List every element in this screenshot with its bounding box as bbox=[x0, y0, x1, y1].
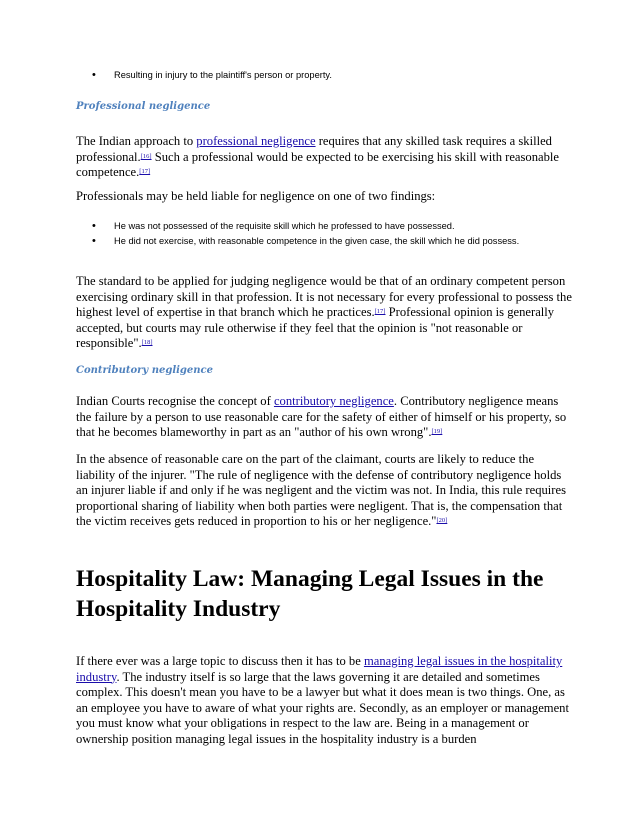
professional-paragraph-1 bbox=[76, 134, 576, 181]
text-run: In the absence of reasonable care on the part of the claimant, courts are likely to reduce the liability of the injurer. "The rule of negligence with the defense of contributory negligence holds an injurer liable if and only if he was negligent and the victim was not. In India, this rule requires proportional sharing of liability when both parties were negligent. That is, the compensation that the victim receives gets reduced in proportion to his or her negligence." bbox=[76, 452, 566, 528]
citation-18 bbox=[142, 339, 153, 346]
text-run: The Indian approach to bbox=[76, 134, 197, 148]
text-run: Professional opinion is generally accepted, but courts may rule otherwise if they feel that the opinion is "not reasonable or responsible". bbox=[76, 305, 555, 350]
citation-link[interactable]: [20] bbox=[436, 517, 448, 524]
text-run: If there ever was a large topic to discuss then it has to be bbox=[76, 654, 364, 668]
citation-link[interactable]: [16] bbox=[140, 152, 152, 160]
contributory-paragraph-2 bbox=[76, 452, 576, 530]
article-paragraph-1 bbox=[76, 654, 576, 747]
section-heading-professional: Professional negligence bbox=[76, 101, 211, 112]
text-run: Such a professional would be expected to be exercising his skill with reasonable competence. bbox=[76, 149, 559, 179]
list-item: • Resulting in injury to the plaintiff's person or property. bbox=[76, 68, 576, 83]
citation-17 bbox=[375, 308, 386, 315]
text-run: requires that any skilled task requires a skilled professional. bbox=[76, 134, 552, 164]
text-run: Indian Courts recognise the concept of bbox=[76, 394, 274, 408]
citation-link[interactable]: [17] bbox=[139, 168, 151, 175]
text-run: The standard to be applied for judging negligence would be that of an ordinary competent person exercising ordinary skill in that profession. It is not necessary for every professional to possess the highest level of expertise in that branch which he practices. bbox=[76, 274, 572, 319]
contributory-paragraph-1 bbox=[76, 394, 576, 441]
text-run: . Contributory negligence means the failure by a person to use reasonable care for the safety of either of himself or his property, so that he becomes blameworthy in part as an "author of his own wrong". bbox=[76, 394, 567, 439]
top-bullet-list bbox=[76, 68, 576, 83]
text-run: . The industry itself is so large that the laws governing it are detailed and sometimes complex. This doesn't mean you have to be a lawyer but what it does mean is two things. One, as an employee you have to aware of what your rights are. Secondly, as an employer or management you must know what your obligations in respect to the law are. Being in a management or ownership position managing legal issues in the hospitality industry is a burden bbox=[76, 669, 569, 746]
professional-negligence-link[interactable]: professional negligence bbox=[196, 134, 316, 148]
citation-link[interactable]: [18] bbox=[141, 339, 153, 346]
citation-16 bbox=[141, 153, 152, 160]
professional-paragraph-2: Professionals may be held liable for negligence on one of two findings: bbox=[76, 189, 436, 203]
list-item: • He did not exercise, with reasonable competence in the given case, the skill which he did possess. bbox=[76, 234, 576, 249]
citation-link[interactable]: [17] bbox=[374, 308, 386, 315]
citation-link[interactable]: [19] bbox=[431, 428, 443, 435]
professional-paragraph-3 bbox=[76, 274, 576, 352]
citation-19 bbox=[431, 428, 442, 435]
findings-bullet-list bbox=[76, 219, 576, 249]
section-heading-contributory: Contributory negligence bbox=[76, 365, 213, 376]
citation-17 bbox=[139, 168, 150, 175]
article-title: Hospitality Law: Managing Legal Issues in the Hospitality Industry bbox=[76, 566, 544, 622]
hospitality-legal-issues-link[interactable]: managing legal issues in the hospitality industry bbox=[76, 654, 563, 684]
contributory-negligence-link[interactable]: contributory negligence bbox=[273, 394, 394, 408]
list-item: • He was not possessed of the requisite skill which he professed to have possessed. bbox=[76, 219, 576, 234]
citation-20 bbox=[436, 517, 447, 524]
